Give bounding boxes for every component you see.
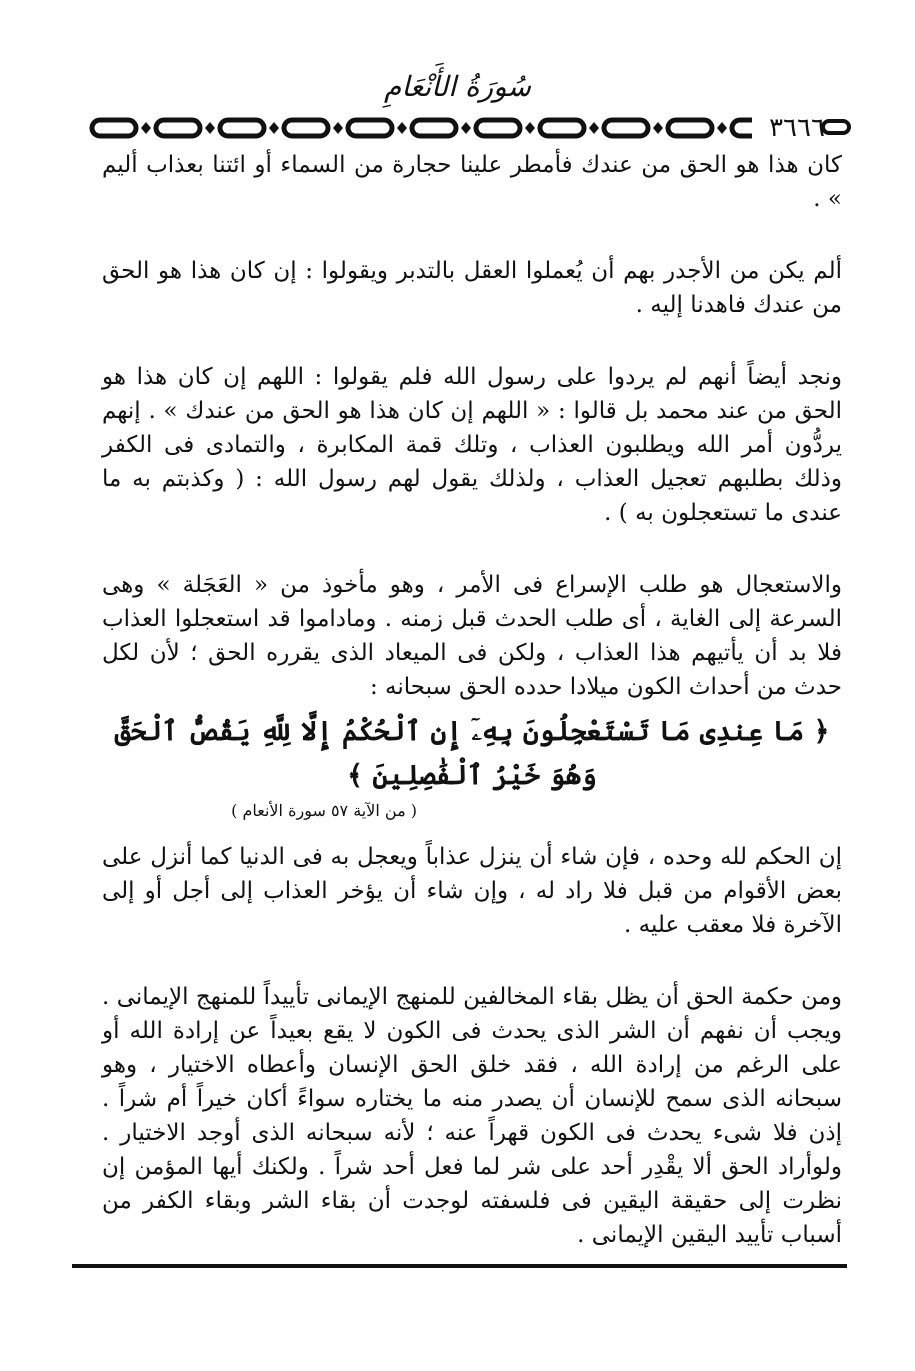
- verse-reference: ( من الآية ٥٧ سورة الأنعام ): [231, 801, 417, 820]
- paragraph-6: ومن حكمة الحق أن يظل بقاء المخالفين للمنهج الإيمانى تأييداً للمنهج الإيمانى . ويجب أن نفهم أن الشر الذى يحدث فى الكون لا يقع بعيداً عن إرادة الله أو على الرغم من إرادة الله ، فقد خلق الحق الإنسان وأعطاه الاختيار ، وهو سبحانه الذى سمح للإنسان أن يصدر منه ما يختاره سواءً أكان خيراً أم شراً . إذن فلا شىء يحدث فى الكون قهراً عنه ؛ لأنه سبحانه الذى أوجد الاختيار . ولوأراد الحق ألا يقْدِر أحد على شر لما فعل أحد شراً . ولكنك أيها المؤمن إن نظرت إلى حقيقة اليقين فى فلسفته لوجدت أن بقاء الشر وبقاء الكفر من أسباب تأييد اليقين الإيمانى .: [102, 984, 842, 1248]
- paragraph-2: ألم يكن من الأجدر بهم أن يُعملوا العقل بالتدبر ويقولوا : إن كان هذا هو الحق من عندك فاهدنا إليه .: [102, 258, 842, 318]
- bottom-rule: [72, 1264, 847, 1268]
- page-body: [102, 148, 842, 1252]
- page-number: ٣٦٦٦: [752, 110, 842, 146]
- page-number-ornament: [820, 118, 852, 136]
- paragraph-1: كان هذا هو الحق من عندك فأمطر علينا حجارة من السماء أو ائتنا بعذاب أليم » .: [102, 152, 842, 212]
- surah-title-header: سُورَةُ الأَنْعَامِ: [383, 70, 532, 103]
- paragraph-4: والاستعجال هو طلب الإسراع فى الأمر ، وهو مأخوذ من « العَجَلة » وهى السرعة إلى الغاية ، أى طلب الحدث قبل زمنه . وماداموا قد استعجلوا العذاب فلا بد أن يأتيهم هذا العذاب ، ولكن فى الميعاد الذى يقرره الحق ؛ لأن لكل حدث من أحداث الكون ميلادا حدده الحق سبحانه :: [102, 572, 842, 700]
- decorative-border: [88, 112, 823, 144]
- paragraph-3: ونجد أيضاً أنهم لم يردوا على رسول الله فلم يقولوا : اللهم إن كان هذا هو الحق من عند محمد بل قالوا : « اللهم إن كان هذا هو الحق من عندك » . إنهم يردُّون أمر الله ويطلبون العذاب ، وتلك قمة المكابرة ، والتمادى فى الكفر وذلك بطلبهم تعجيل العذاب ، ولذلك يقول لهم رسول الله : ( وكذبتم به ما عندى ما تستعجلون به ) .: [102, 364, 842, 526]
- paragraph-5: إن الحكم لله وحده ، فإن شاء أن ينزل عذاباً ويعجل به فى الدنيا كما أنزل على بعض الأقوام من قبل فلا راد له ، وإن شاء أن يؤخر العذاب إلى أجل أو إلى الآخرة فلا معقب عليه .: [102, 844, 842, 938]
- quran-verse: ﴿ مَا عِندِى مَا تَسْتَعْجِلُونَ بِهِۦٓ إِنِ ٱلْحُكْمُ إِلَّا لِلَّهِ يَقُصُّ ٱلْحَقَّ وَهُوَ خَيْرُ ٱلْفَٰصِلِينَ ﴾: [114, 716, 830, 791]
